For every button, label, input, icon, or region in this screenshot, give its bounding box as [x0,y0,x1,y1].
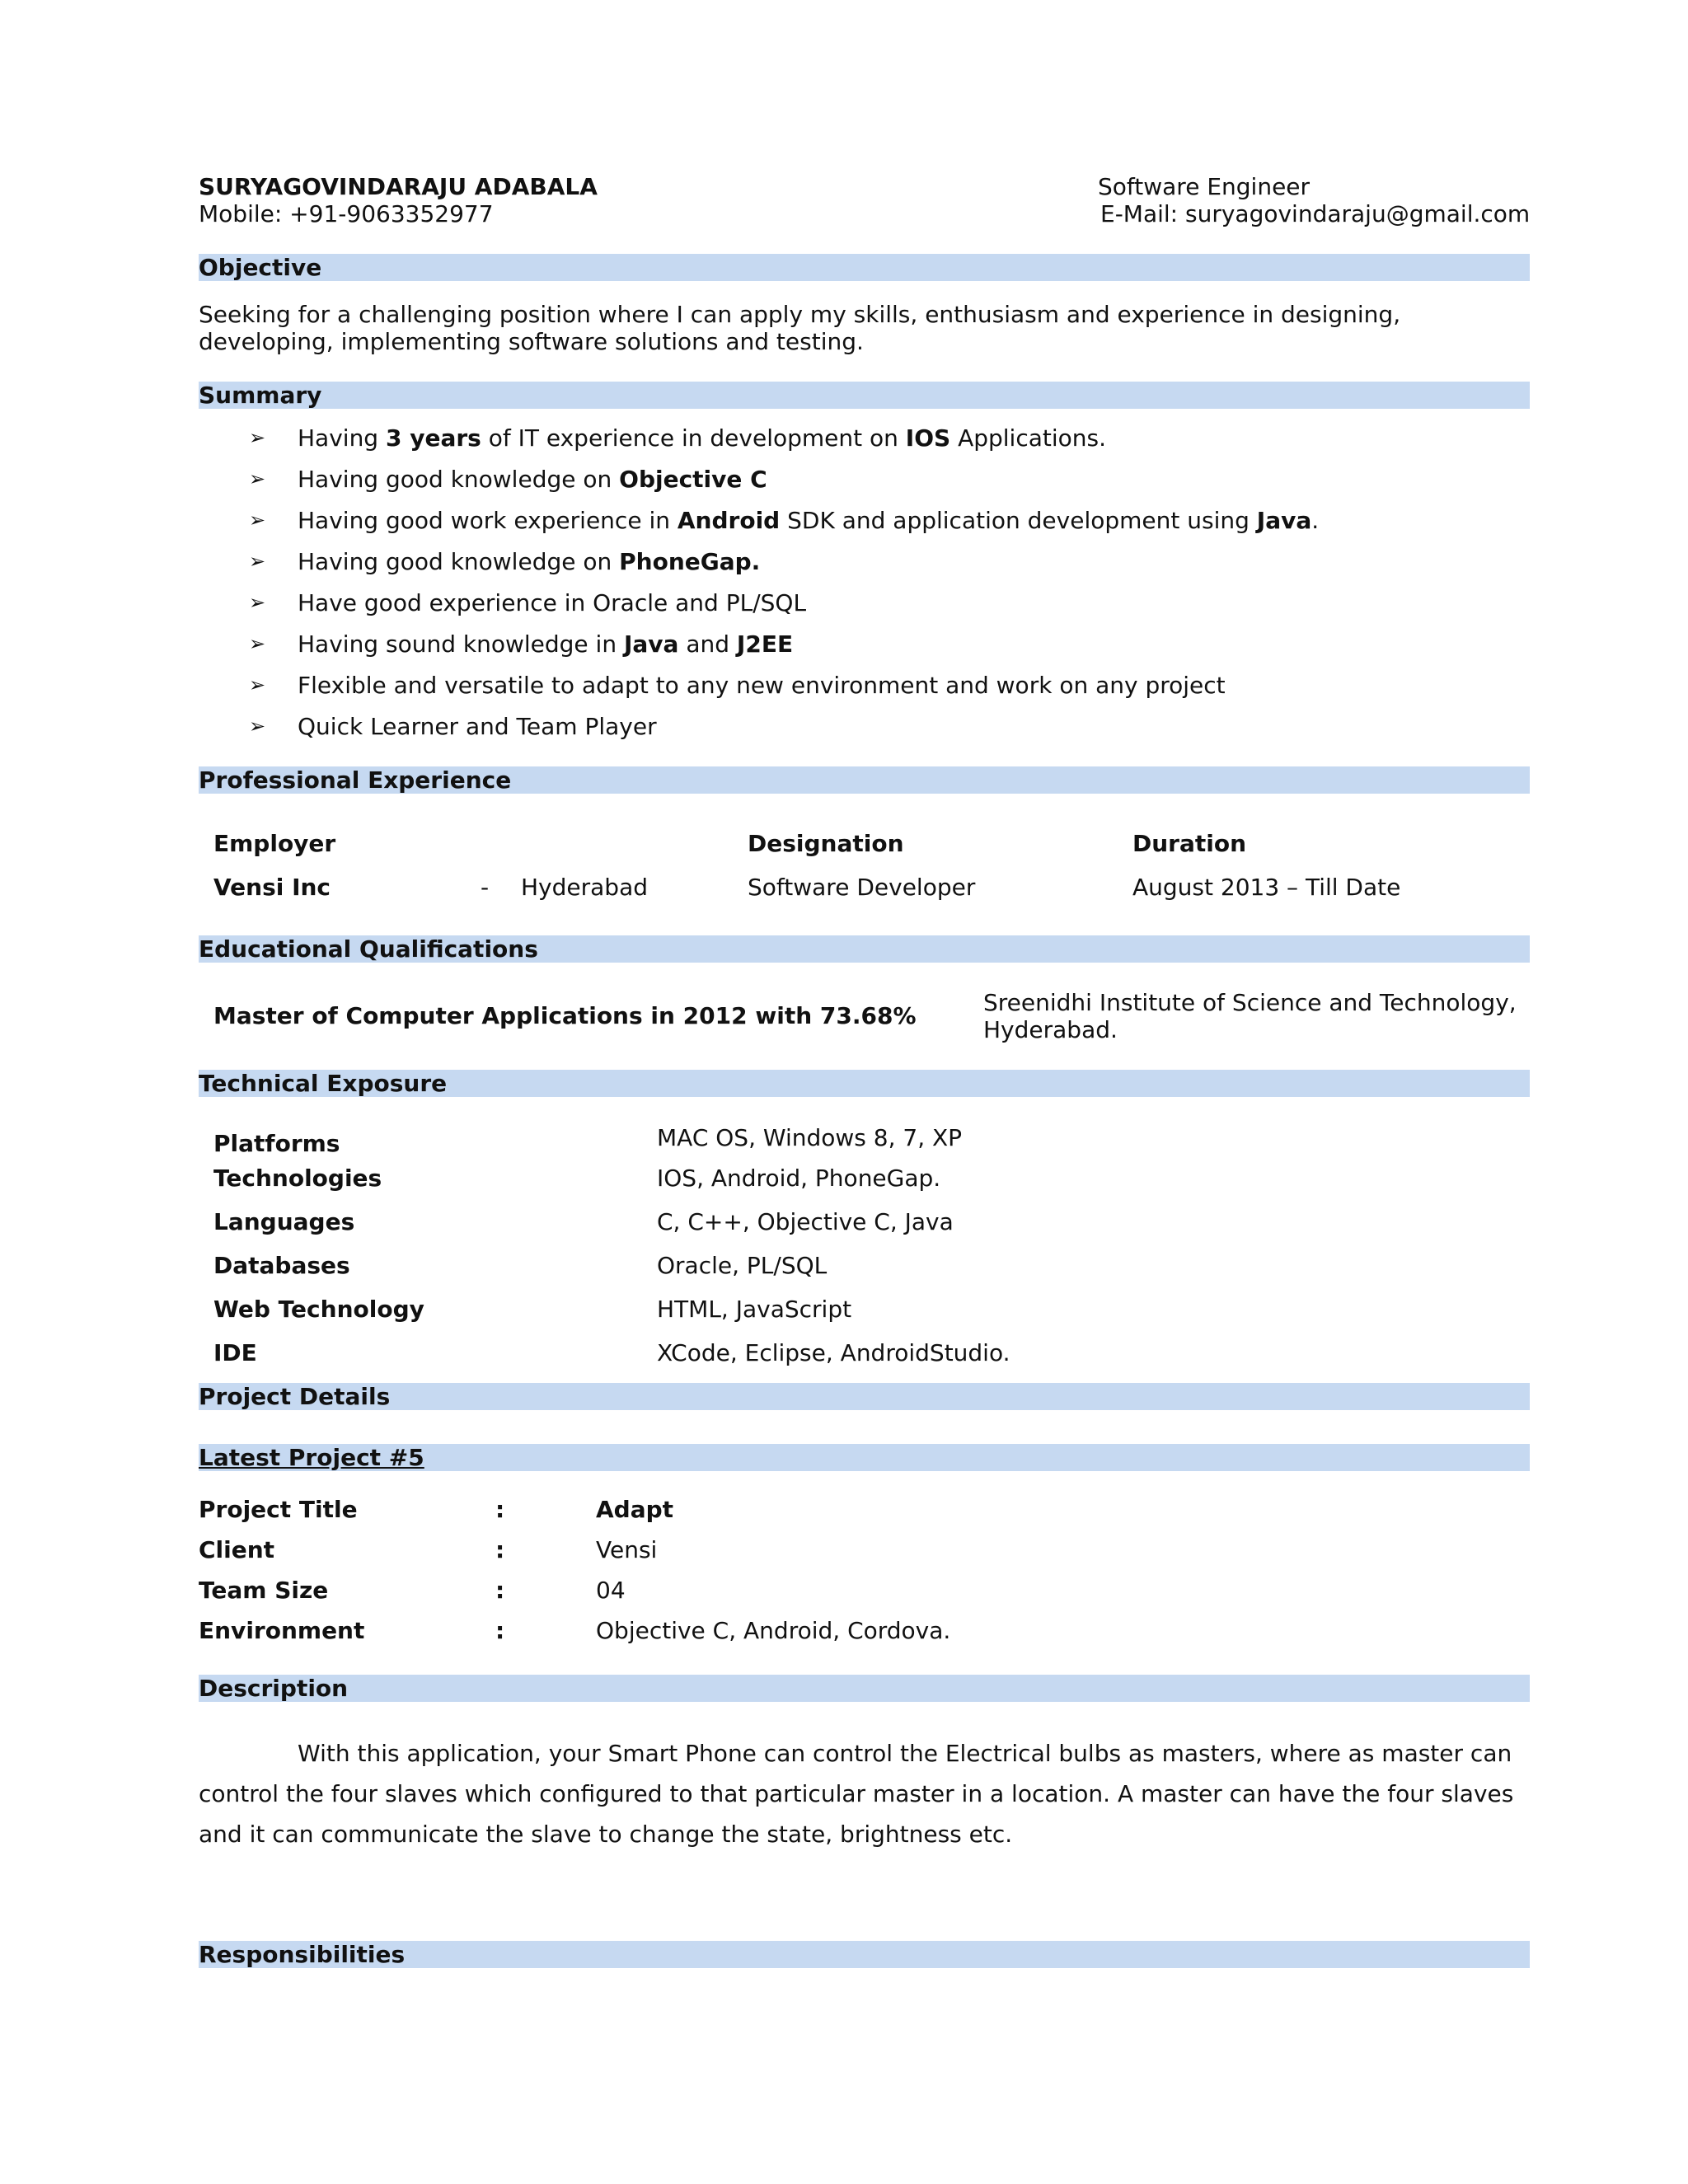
bullet-arrow-icon: ➢ [249,715,266,738]
summary-item [298,507,1319,534]
summary-item-emphasis: Objective C [619,466,767,493]
employer-name: Vensi Inc [213,874,331,901]
section-title: Summary [199,382,322,409]
summary-item [298,466,767,493]
tech-value-languages: C, C++, Objective C, Java [657,1208,954,1235]
institute-line-2: Hyderabad. [983,1016,1118,1043]
tech-label-platforms: Platforms [213,1130,340,1157]
summary-section-header [199,382,1530,409]
bullet-arrow-icon: ➢ [249,550,266,573]
summary-item-text: of IT experience in development on [481,424,906,452]
tech-value-platforms: MAC OS, Windows 8, 7, XP [657,1124,963,1151]
description-section-header [199,1675,1530,1702]
client-value: Vensi [596,1536,658,1563]
email-address: E-Mail: suryagovindaraju@gmail.com [1100,200,1531,227]
tech-value-web-technology: HTML, JavaScript [657,1296,852,1323]
summary-item-text: and [678,630,737,658]
section-title: Description [199,1675,349,1702]
summary-item-text: Having good knowledge on [298,466,620,493]
tech-label-web-technology: Web Technology [213,1296,424,1323]
tech-label-languages: Languages [213,1208,355,1235]
tech-label-technologies: Technologies [213,1165,382,1192]
summary-item-text: Having good knowledge on [298,548,620,575]
summary-item-emphasis: J2EE [736,630,794,658]
employer-dash: - [481,874,490,901]
team-size-label: Team Size [199,1577,329,1604]
section-title: Latest Project #5 [199,1444,424,1471]
latest-project-header [199,1444,1530,1471]
duration-value: August 2013 – Till Date [1132,874,1401,901]
bullet-arrow-icon: ➢ [249,426,266,449]
job-role: Software Engineer [1098,173,1311,200]
summary-item-emphasis: Java [623,630,679,658]
summary-item-emphasis: Java [1256,507,1312,534]
responsibilities-section-header [199,1941,1530,1968]
summary-item [298,630,793,658]
summary-item [298,424,1106,452]
institute-line-1: Sreenidhi Institute of Science and Technology, [983,989,1517,1016]
summary-item-text: Having [298,424,386,452]
summary-item-text: Flexible and versatile to adapt to any new environment and work on any project [298,672,1226,699]
tech-label-ide: IDE [213,1339,257,1366]
summary-item [298,548,760,575]
section-title: Project Details [199,1383,391,1410]
environment-label: Environment [199,1617,365,1644]
colon: : [495,1617,505,1644]
section-title: Objective [199,254,322,281]
summary-item-text: Have good experience in Oracle and PL/SQL [298,589,807,616]
summary-item-emphasis: Android [677,507,781,534]
colon: : [495,1536,505,1563]
summary-item [298,672,1226,699]
designation-header: Designation [748,830,904,857]
mobile-number: Mobile: +91-9063352977 [199,200,494,227]
tech-value-technologies: IOS, Android, PhoneGap. [657,1165,941,1192]
client-label: Client [199,1536,275,1563]
section-title: Technical Exposure [199,1070,448,1097]
designation-value: Software Developer [748,874,976,901]
summary-item-emphasis: PhoneGap. [619,548,761,575]
candidate-name: SURYAGOVINDARAJU ADABALA [199,173,598,200]
duration-header: Duration [1132,830,1247,857]
project-title-value: Adapt [596,1496,674,1523]
bullet-arrow-icon: ➢ [249,591,266,614]
summary-item [298,713,657,740]
summary-item [298,589,806,616]
summary-item-emphasis: IOS [905,424,951,452]
summary-item-text: Having sound knowledge in [298,630,624,658]
employer-location: Hyderabad [521,874,648,901]
objective-text: Seeking for a challenging position where I can apply my skills, enthusiasm and experience in designing, developing, implementing software solutions and testing. [199,301,1401,355]
bullet-arrow-icon: ➢ [249,632,266,655]
summary-item-emphasis: 3 years [385,424,481,452]
tech-label-databases: Databases [213,1252,350,1279]
technical-section-header [199,1070,1530,1097]
colon: : [495,1496,505,1523]
bullet-arrow-icon: ➢ [249,673,266,696]
summary-item-text: Applications. [950,424,1107,452]
bullet-arrow-icon: ➢ [249,467,266,490]
summary-item-text: SDK and application development using [780,507,1257,534]
description-text: With this application, your Smart Phone can control the Electrical bulbs as masters, where as master can control the four slaves which configured to that particular master in a location. A master can have the four slaves and it can communicate the slave to change the state, brightness etc. [199,1740,1514,1848]
objective-section-header [199,254,1530,281]
degree-text: Master of Computer Applications in 2012 with 73.68% [213,1002,917,1029]
section-title: Responsibilities [199,1941,406,1968]
education-section-header [199,935,1530,963]
colon: : [495,1577,505,1604]
tech-value-databases: Oracle, PL/SQL [657,1252,828,1279]
summary-item-text: . [1311,507,1320,534]
experience-section-header [199,766,1530,794]
environment-value: Objective C, Android, Cordova. [596,1617,951,1644]
tech-value-ide: XCode, Eclipse, AndroidStudio. [657,1339,1010,1366]
summary-item-text: Quick Learner and Team Player [298,713,657,740]
project-title-label: Project Title [199,1496,358,1523]
section-title: Professional Experience [199,766,512,794]
team-size-value: 04 [596,1577,626,1604]
employer-header: Employer [213,830,336,857]
section-title: Educational Qualifications [199,935,538,963]
summary-item-text: Having good work experience in [298,507,678,534]
bullet-arrow-icon: ➢ [249,509,266,532]
project-details-section-header [199,1383,1530,1410]
